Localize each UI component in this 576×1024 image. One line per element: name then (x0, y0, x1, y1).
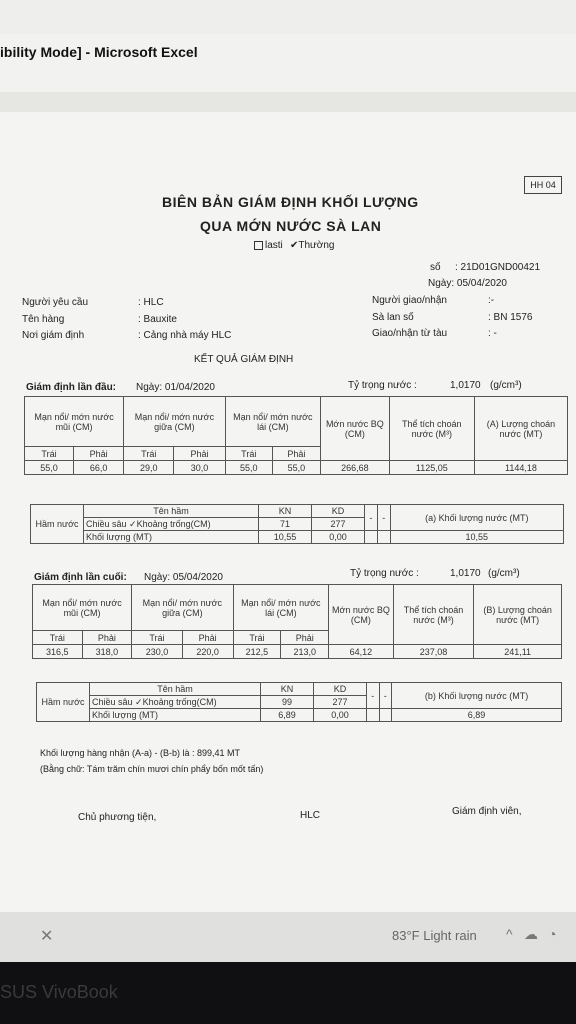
weather-text[interactable]: 83°F Light rain (392, 928, 477, 943)
sub-head: Trái (124, 447, 174, 461)
cell[interactable]: 66,0 (74, 461, 124, 475)
sub-head: Phải (82, 631, 132, 645)
a-value[interactable]: 10,55 (390, 531, 563, 544)
sub-head: Phải (182, 631, 233, 645)
doc-title-line2: QUA MỚN NƯỚC SÀ LAN (200, 218, 382, 234)
dash-cell: - (377, 505, 390, 531)
cell[interactable]: 266,68 (321, 461, 390, 475)
kd-head: KD (314, 683, 367, 696)
cell[interactable]: 55,0 (25, 461, 74, 475)
sub-head: Trái (25, 447, 74, 461)
kd-head: KD (312, 505, 365, 518)
laptop-brand: SUS VivoBook (0, 982, 118, 1002)
first-tank-table (30, 504, 564, 544)
cell (365, 531, 378, 544)
so-label: số (430, 262, 441, 273)
title-bar (0, 34, 576, 94)
info-label: Người yêu cầu (22, 297, 89, 308)
first-date: Ngày: 01/04/2020 (136, 382, 215, 393)
info-label: Người giao/nhận (372, 295, 447, 306)
first-heading: Giám định lần đầu: (26, 382, 117, 393)
b-value[interactable]: 6,89 (392, 709, 562, 722)
cell (377, 531, 390, 544)
info-label: Nơi giám định (22, 330, 85, 341)
tank-label: Hầm nước (31, 505, 84, 544)
density-unit: (g/cm³) (488, 568, 520, 579)
sub-head: Phải (272, 447, 320, 461)
summary-line: Khối lượng hàng nhận (A-a) - (B-b) là : 899,41 MT (40, 748, 241, 758)
tank-name-head: Tên hầm (90, 683, 261, 696)
chevron-up-icon[interactable]: ^ (506, 926, 513, 942)
last-date: Ngày: 05/04/2020 (144, 572, 223, 583)
cloud-icon[interactable]: ☁ (524, 926, 538, 942)
first-draft-table (24, 396, 568, 475)
b-label: (b) Khối lượng nước (MT) (392, 683, 562, 709)
sub-head: Phải (281, 631, 329, 645)
option-normal-label: Thường (298, 240, 335, 251)
ribbon-area (0, 92, 576, 113)
info-label: Giao/nhận từ tàu (372, 328, 448, 339)
cell[interactable]: 212,5 (233, 645, 281, 659)
dash-cell: - (365, 505, 378, 531)
cell[interactable]: 0,00 (312, 531, 365, 544)
cell[interactable]: 64,12 (329, 645, 394, 659)
density-unit: (g/cm³) (490, 380, 522, 391)
info-value: :- (488, 295, 495, 306)
form-code: HH 04 (524, 176, 562, 194)
weight-label: Khối lượng (MT) (84, 531, 259, 544)
density-value: 1,0170 (450, 380, 481, 391)
col-head: Mạn nổi/ mớn nước lái (CM) (225, 397, 320, 447)
info-value: : HLC (138, 297, 164, 308)
col-head: Mớn nước BQ (CM) (321, 397, 390, 461)
cell[interactable]: 0,00 (314, 709, 367, 722)
app-icon[interactable]: ✕ (40, 928, 54, 945)
info-value: : BN 1576 (488, 312, 533, 323)
col-head: Mớn nước BQ (CM) (329, 585, 394, 645)
cell[interactable]: 1125,05 (389, 461, 474, 475)
sub-head: Trái (225, 447, 272, 461)
cell[interactable]: 99 (261, 696, 314, 709)
window-title: ibility Mode] - Microsoft Excel (0, 44, 198, 60)
col-head: Mạn nổi/ mớn nước mũi (CM) (33, 585, 132, 631)
col-head: Mạn nổi/ mớn nước giữa (CM) (132, 585, 233, 631)
cell[interactable]: 71 (259, 518, 312, 531)
density-value: 1,0170 (450, 568, 481, 579)
signature-surveyor: Giám định viên, (452, 806, 522, 817)
summary-words: (Bằng chữ: Tám trăm chín mươi chín phẩy bốn mốt tấn) (40, 764, 264, 774)
worksheet[interactable] (0, 112, 576, 912)
cell[interactable]: 237,08 (393, 645, 474, 659)
cell[interactable]: 29,0 (124, 461, 174, 475)
density-label: Tỷ trọng nước : (348, 380, 417, 391)
dash-cell: - (379, 683, 392, 709)
last-heading: Giám định lần cuối: (34, 572, 127, 583)
col-head: Thể tích choán nước (M³) (389, 397, 474, 461)
cell[interactable]: 1144,18 (474, 461, 567, 475)
sub-head: Trái (33, 631, 83, 645)
cell[interactable]: 220,0 (182, 645, 233, 659)
checkbox-icon (254, 241, 263, 250)
taskbar (0, 912, 576, 962)
option-first (254, 240, 283, 251)
check-icon: ✔ (290, 240, 299, 251)
weight-label: Khối lượng (MT) (90, 709, 261, 722)
wifi-icon[interactable]: ◔ (548, 926, 557, 942)
sub-head: Phải (74, 447, 124, 461)
doc-title-line1: BIÊN BẢN GIÁM ĐỊNH KHỐI LƯỢNG (162, 194, 419, 210)
cell[interactable]: 6,89 (261, 709, 314, 722)
col-head: (A) Lượng choán nước (MT) (474, 397, 567, 461)
depth-label: Chiều sâu ✓Khoảng trống(CM) (84, 518, 259, 531)
a-label: (a) Khối lượng nước (MT) (390, 505, 563, 531)
cell (367, 709, 380, 722)
cell[interactable]: 10,55 (259, 531, 312, 544)
signature-hlc: HLC (300, 810, 321, 821)
dash-cell: - (367, 683, 380, 709)
signature-owner: Chủ phương tiện, (78, 812, 157, 823)
col-head: Thể tích choán nước (M³) (393, 585, 474, 645)
cell[interactable]: 316,5 (33, 645, 83, 659)
cell[interactable]: 55,0 (225, 461, 272, 475)
last-draft-table (32, 584, 562, 659)
cell[interactable]: 318,0 (82, 645, 132, 659)
option-normal (290, 240, 334, 251)
col-head: (B) Lượng choán nước (MT) (474, 585, 562, 645)
result-title: KẾT QUẢ GIÁM ĐỊNH (194, 354, 294, 365)
tank-label: Hầm nước (37, 683, 90, 722)
depth-label: Chiều sâu ✓Khoảng trống(CM) (90, 696, 261, 709)
col-head: Mạn nổi/ mớn nước mũi (CM) (25, 397, 124, 447)
sub-head: Trái (233, 631, 281, 645)
info-label: Sà lan số (372, 312, 414, 323)
info-label: Tên hàng (22, 314, 65, 325)
cell[interactable]: 55,0 (272, 461, 320, 475)
last-tank-table (36, 682, 562, 722)
cell[interactable]: 241,11 (474, 645, 562, 659)
cell[interactable]: 30,0 (174, 461, 225, 475)
info-value: : Bauxite (138, 314, 177, 325)
col-head: Mạn nổi/ mớn nước giữa (CM) (124, 397, 226, 447)
kn-head: KN (261, 683, 314, 696)
cell[interactable]: 277 (314, 696, 367, 709)
sub-head: Phải (174, 447, 225, 461)
kn-head: KN (259, 505, 312, 518)
option-first-label: lasti (265, 240, 283, 251)
cell[interactable]: 230,0 (132, 645, 183, 659)
col-head: Mạn nổi/ mớn nước lái (CM) (233, 585, 329, 631)
doc-date: Ngày: 05/04/2020 (428, 278, 507, 289)
info-value: : Cảng nhà máy HLC (138, 330, 232, 341)
sub-head: Trái (132, 631, 183, 645)
info-value: : - (488, 328, 497, 339)
tank-name-head: Tên hầm (84, 505, 259, 518)
laptop-bezel (0, 962, 576, 1024)
cell[interactable]: 277 (312, 518, 365, 531)
so-value: : 21D01GND00421 (455, 262, 541, 273)
density-label: Tỷ trọng nước : (350, 568, 419, 579)
cell[interactable]: 213,0 (281, 645, 329, 659)
cell (379, 709, 392, 722)
